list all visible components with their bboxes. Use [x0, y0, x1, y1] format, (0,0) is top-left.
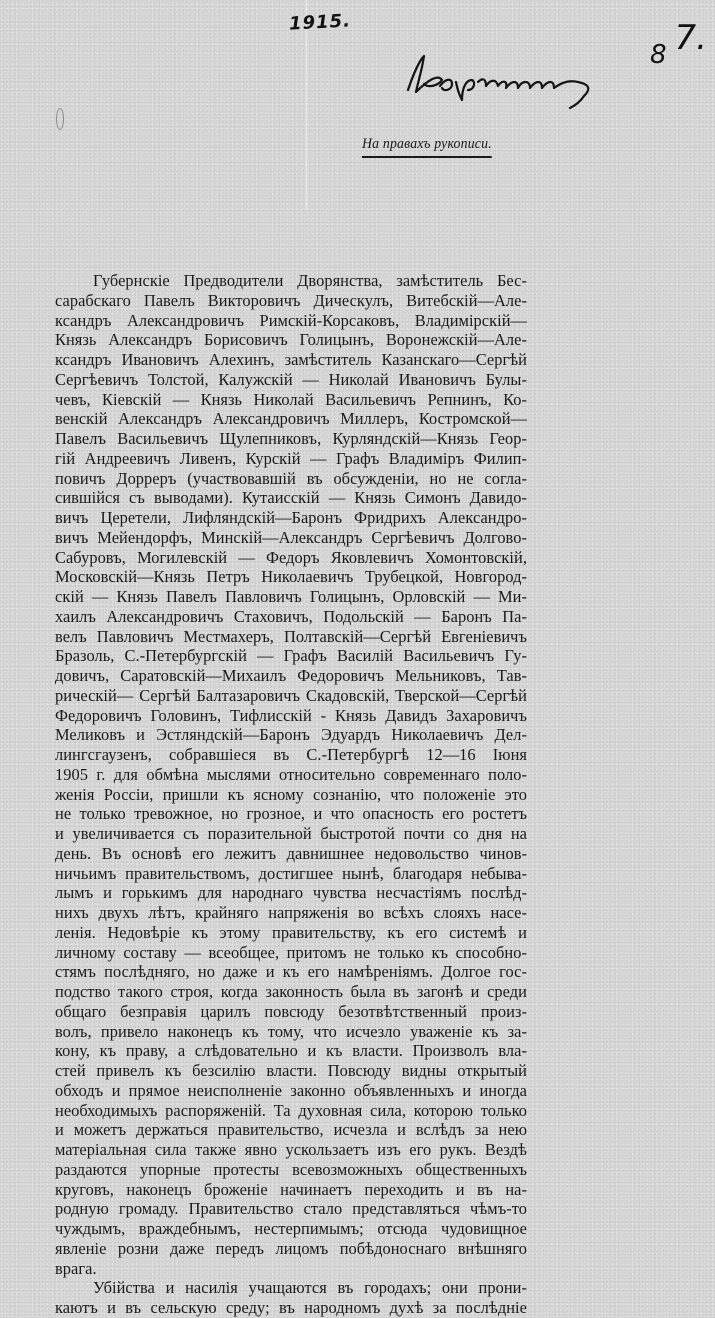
text-line: Бразоль, С.-Петербургскій — Графъ Василій Васильевичъ Гу-: [55, 646, 527, 666]
text-line: кону, къ праву, а слѣдовательно и къ власти. Произволъ вла-: [55, 1041, 527, 1061]
text-line: гій Андреевичъ Ливенъ, Курскій — Графъ Владиміръ Филип-: [55, 448, 527, 468]
text-line: ксандръ Ивановичъ Алехинъ, замѣститель Казанскаго—Сергѣй: [55, 350, 527, 369]
text-line: личному составу — всеобщее, притомъ не только къ способно-: [55, 942, 527, 962]
signature-stroke: [408, 56, 588, 108]
page-number-prefix: 8: [650, 40, 667, 70]
text-line: и можетъ держаться правительство, исчезла и вслѣдъ за нею: [55, 1120, 527, 1140]
text-line: 1905 г. для обмѣна мыслями относительно современнаго поло-: [55, 764, 527, 784]
text-line: Губернскіе Предводители Дворянства, замѣститель Бес-: [93, 271, 527, 290]
text-line: круговъ, наконецъ броженіе начинаетъ переходить и въ на-: [55, 1179, 527, 1199]
text-line: Сергѣевичъ Толстой, Калужскій — Николай Ивановичъ Булы-: [55, 369, 527, 389]
text-line: Убійства и насилія учащаются въ городахъ; они прони-: [93, 1278, 527, 1298]
text-line: день. Въ основѣ его лежитъ давнишнее недовольство чинов-: [55, 843, 527, 863]
text-line: Князь Александръ Борисовичъ Голицынъ, Воронежскій—Але-: [55, 330, 527, 350]
handwritten-page-number: [650, 18, 707, 70]
text-line: раздаются упорные протесты всевозможныхъ общественныхъ: [55, 1159, 527, 1179]
text-line: необходимыхъ распоряженій. Та духовная сила, которою только: [55, 1100, 527, 1120]
text-line: матеріальная сила также явно ускользаетъ изъ его рукъ. Вездѣ: [55, 1140, 527, 1159]
text-line: лымъ и горькимъ для народнаго чувства несчастіямъ послѣд-: [55, 883, 527, 903]
text-line: общаго безправія царилъ повсюду безотвѣтственный произ-: [55, 1001, 527, 1021]
text-line: явленіе розни даже передъ лицомъ побѣдоноснаго внѣшняго: [55, 1238, 527, 1258]
text-line: нихъ двухъ лѣтъ, крайняго напряженія во всѣхъ слояхъ насе-: [55, 903, 527, 922]
text-line: лингсгаузенъ, собравшіеся въ С.-Петербургѣ 12—16 Іюня: [55, 745, 527, 764]
text-line: волъ, привело наконецъ къ тому, что исчезло уваженіе къ за-: [55, 1021, 527, 1041]
text-line: Меликовъ и Эстляндскій—Баронъ Эдуардъ Николаевичъ Дел-: [55, 725, 527, 745]
text-line: ничьимъ правительствомъ, достигшее нынѣ, благодаря небыва-: [55, 863, 527, 883]
page-number-main: 7.: [674, 18, 707, 58]
handwritten-signature: [402, 52, 612, 112]
text-line: рическій— Сергѣй Балтазаровичъ Скадовскій, Тверской—Сергѣй: [55, 685, 527, 705]
text-line: стей привелъ къ безсилію власти. Повсюду видны открытый: [55, 1061, 527, 1080]
text-line: довичъ, Саратовскій—Михаилъ Федоровичъ Мельниковъ, Тав-: [55, 666, 527, 685]
text-line: венскій Александръ Александровичъ Миллеръ, Костромской—: [55, 409, 527, 429]
text-line: родную громаду. Правительство стало представляться чѣмъ-то: [55, 1199, 527, 1219]
text-line: Павелъ Васильевичъ Щулепниковъ, Курляндскій—Князь Геор-: [55, 429, 527, 448]
document-body: [55, 271, 527, 1318]
text-line: ленія. Недовѣріе къ этому правительству, къ его системѣ и: [55, 922, 527, 942]
text-line: врага.: [55, 1258, 97, 1278]
text-line: вичъ Церетели, Лифляндскій—Баронъ Фридрихъ Александро-: [55, 508, 527, 527]
text-line: велъ Павловичъ Местмахеръ, Полтавскій—Сергѣй Евгеніевичъ: [55, 626, 527, 646]
text-line: подство такого строя, когда законность была въ загонѣ и среди: [55, 982, 527, 1001]
ink-mark: [56, 108, 64, 130]
text-line: женія Россіи, пришли къ ясному сознанію, что положеніе это: [55, 784, 527, 804]
text-line: сившійся съ выводами). Кутаисскій — Князь Симонъ Давидо-: [55, 488, 527, 508]
text-line: обходъ и прямое неисполненіе законно объявленныхъ и иногда: [55, 1080, 527, 1100]
text-line: ксандръ Александровичъ Римскій-Корсаковъ, Владимірскій—: [55, 310, 527, 330]
text-line: хаилъ Александровичъ Стаховичъ, Подольскій — Баронъ Па-: [55, 606, 527, 626]
text-line: повичъ Дорреръ (участвовавшій въ обсужденіи, но не согла-: [55, 468, 527, 488]
text-line: Сабуровъ, Могилевскій — Федоръ Яковлевичъ Хомонтовскій,: [55, 547, 527, 567]
text-line: сарабскаго Павелъ Викторовичъ Дическулъ, Витебскій—Але-: [55, 290, 527, 310]
text-line: не только тревожное, но грозное, и что опасность его ростетъ: [55, 804, 527, 824]
rights-note-heading: На правахъ рукописи.: [362, 136, 492, 158]
text-line: вичъ Мейендорфъ, Минскій—Александръ Сергѣевичъ Долгово-: [55, 527, 527, 547]
text-line: скій — Князь Павелъ Павловичъ Голицынъ, Орловскій — Ми-: [55, 587, 527, 606]
handwritten-year: 1915.: [288, 10, 352, 35]
text-line: стямъ послѣдняго, но даже и къ его намѣреніямъ. Долгое гос-: [55, 962, 527, 982]
text-line: и увеличивается съ поразительной быстротой почти со дня на: [55, 824, 527, 843]
text-line: Московскій—Князь Петръ Николаевичъ Трубецкой, Новгород-: [55, 567, 527, 587]
text-line: чуждымъ, враждебнымъ, нестерпимымъ; отсюда чудовищное: [55, 1219, 527, 1238]
text-line: чевъ, Кіевскій — Князь Николай Васильевичъ Репнинъ, Ко-: [55, 389, 527, 409]
text-line: каютъ и въ сельскую среду; въ народномъ духѣ за послѣдніе: [55, 1298, 527, 1317]
text-line: Федоровичъ Головинъ, Тифлисскій - Князь Давидъ Захаровичъ: [55, 705, 527, 725]
